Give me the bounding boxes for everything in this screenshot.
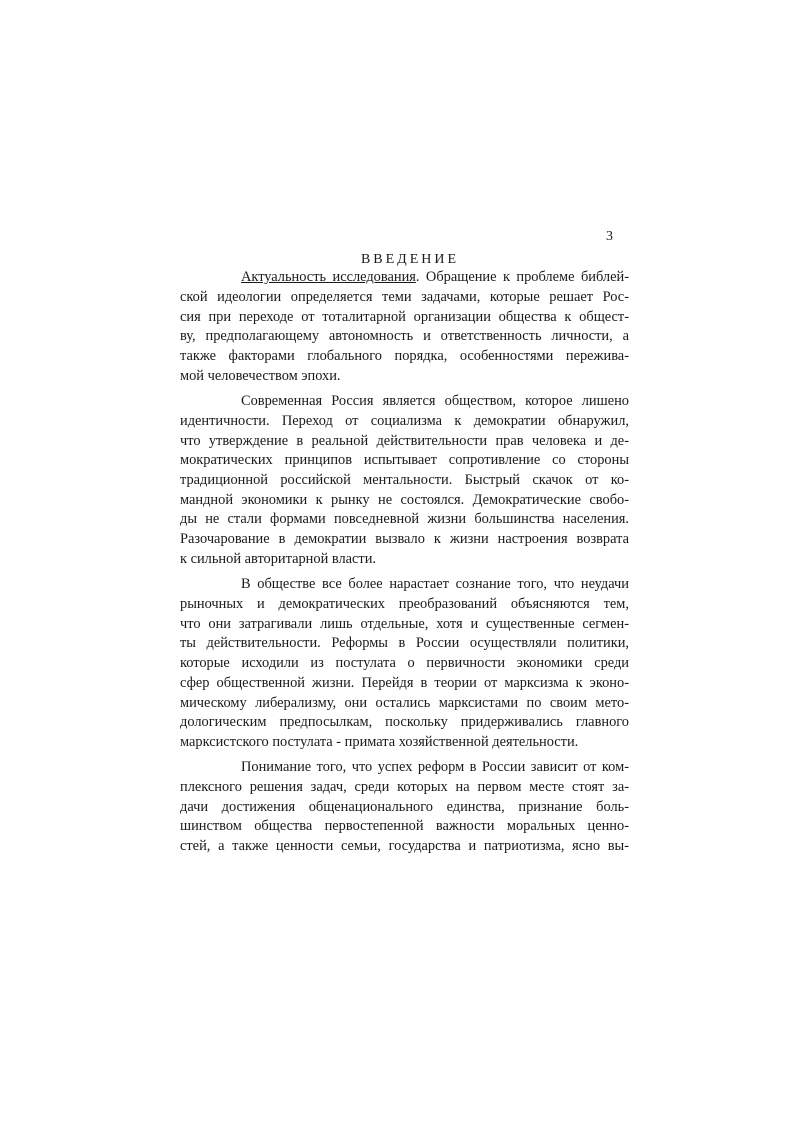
text-line: которые исходили из постулата о первичности экономики среди — [180, 655, 629, 672]
text-line: идентичности. Переход от социализма к демократии обнаружил, — [180, 412, 629, 429]
text-line: ты действительности. Реформы в России осуществляли политики, — [180, 635, 629, 652]
text-line: дачи достижения общенационального единства, признание боль- — [180, 799, 629, 816]
text-line: к сильной авторитарной власти. — [180, 550, 377, 567]
text-line: мой человечеством эпохи. — [180, 367, 341, 384]
text-line: шинством общества первостепенной важности моральных ценно- — [180, 818, 629, 835]
section-label: Актуальность исследования — [241, 268, 416, 285]
text-line: ды не стали формами повседневной жизни большинства населения. — [180, 511, 629, 528]
text-line — [241, 268, 629, 286]
text-line: Разочарование в демократии вызвало к жизни настроения возврата — [180, 531, 629, 548]
page-title: ВВЕДЕНИЕ — [360, 251, 460, 267]
page-number: 3 — [606, 229, 613, 244]
text-line: плексного решения задач, среди которых на первом месте стоят за- — [180, 779, 629, 796]
text-line: дологическим предпосылкам, поскольку придерживались главного — [180, 714, 629, 731]
first-line-text: . Обращение к проблеме библей- — [415, 268, 629, 285]
text-line: Современная Россия является обществом, которое лишено — [241, 392, 629, 409]
text-line: мическому либерализму, они остались марксистами по своим мето- — [180, 695, 629, 712]
text-line: сия при переходе от тоталитарной организации общества к общест- — [180, 308, 629, 325]
text-line: что они затрагивали лишь отдельные, хотя и существенные сегмен- — [180, 616, 629, 633]
text-line: стей, а также ценности семьи, государства и патриотизма, ясно вы- — [180, 838, 629, 855]
text-line: ской идеологии определяется теми задачами, которые решает Рос- — [180, 288, 629, 305]
text-line: рыночных и демократических преобразований объясняются тем, — [180, 596, 629, 613]
text-line: также факторами глобального порядка, особенностями пережива- — [180, 347, 629, 364]
text-line: что утверждение в реальной действительности прав человека и де- — [180, 432, 629, 449]
text-line: мократических принципов испытывает сопротивление со стороны — [180, 451, 629, 468]
text-line: Понимание того, что успех реформ в России зависит от ком- — [241, 759, 629, 776]
text-line: сфер общественной жизни. Перейдя в теории от марксизма к эконо- — [180, 675, 629, 692]
text-line: традиционной российской ментальности. Быстрый скачок от ко- — [180, 471, 629, 488]
text-line: В обществе все более нарастает сознание того, что неудачи — [241, 576, 629, 593]
text-line: марксистского постулата - примата хозяйственной деятельности. — [180, 734, 579, 751]
text-line: мандной экономики к рынку не состоялся. Демократические свобо- — [180, 491, 629, 508]
text-line: ву, предполагающему автономность и ответственность личности, а — [180, 328, 629, 345]
